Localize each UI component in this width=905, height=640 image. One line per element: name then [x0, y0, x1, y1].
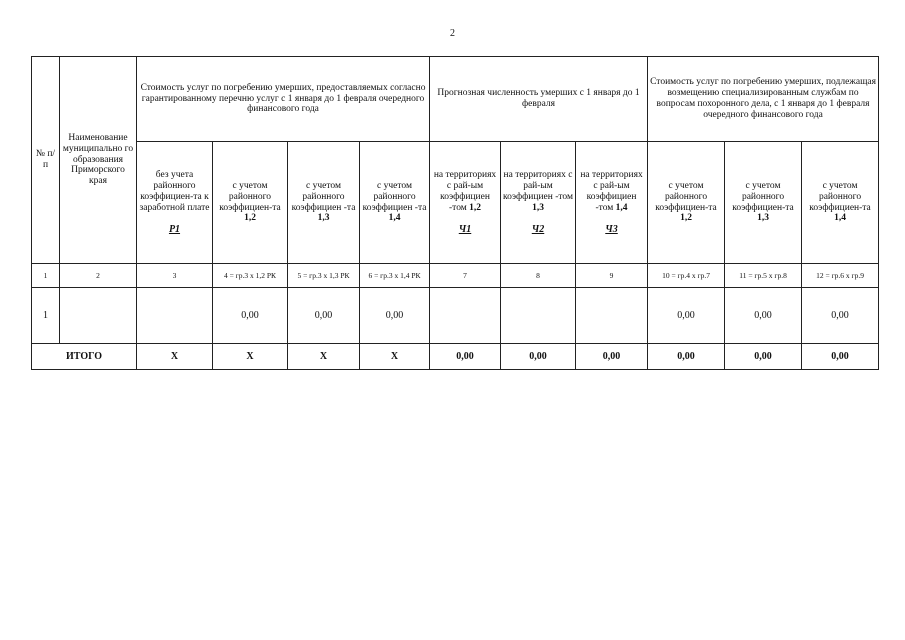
data-cell: [501, 288, 576, 344]
subheader-text: с учетом районного коэффициен-та: [219, 180, 281, 213]
data-cell: 0,00: [360, 288, 430, 344]
subheader-text: с учетом районного коэффициен-та: [732, 180, 794, 213]
subheader-text: с учетом районного коэффициен-та: [655, 180, 717, 213]
total-row: [32, 344, 879, 370]
subheader-text: на территориях с рай-ым коэффициен -том: [580, 169, 643, 213]
subheader-text: на территориях с рай-ым коэффициен -том: [433, 169, 497, 213]
subheader-cell: [430, 142, 501, 264]
data-cell: 0,00: [725, 288, 802, 344]
total-cell: 0,00: [576, 344, 648, 370]
column-number: 6 = гр.3 х 1,4 РК: [360, 264, 430, 288]
total-cell: 0,00: [802, 344, 879, 370]
subheader-text: без учета районного коэффициен-та к заработной плате: [139, 169, 210, 213]
column-number: 11 = гр.5 х гр.8: [725, 264, 802, 288]
subheader-cell: [360, 142, 430, 264]
header-municipality: Наименование муниципально го образования Приморского края: [60, 57, 137, 264]
subheader-code: Р1: [168, 223, 181, 235]
subheader-coef: 1,4: [388, 213, 401, 224]
subheader-coef: 1,3: [532, 202, 544, 213]
subheader-coef: 1,3: [317, 213, 330, 224]
data-cell: 0,00: [648, 288, 725, 344]
subheader-code: Ч2: [531, 223, 545, 235]
subheader-cell: [576, 142, 648, 264]
column-number: 9: [576, 264, 648, 288]
total-cell: 0,00: [648, 344, 725, 370]
column-number: 5 = гр.3 х 1,3 РК: [288, 264, 360, 288]
total-cell: 0,00: [725, 344, 802, 370]
cost-table: [31, 56, 879, 370]
data-cell: 0,00: [213, 288, 288, 344]
data-cell: 0,00: [802, 288, 879, 344]
subheader-text: на территориях с рай-ым коэффициен -том: [503, 169, 573, 202]
data-cell: [576, 288, 648, 344]
header-row-2: [32, 142, 879, 264]
column-number: 3: [137, 264, 213, 288]
column-number: 1: [32, 264, 60, 288]
column-number-row: [32, 264, 879, 288]
data-cell: [430, 288, 501, 344]
subheader-cell: [802, 142, 879, 264]
subheader-cell: [137, 142, 213, 264]
total-cell: Х: [137, 344, 213, 370]
subheader-coef: 1,2: [680, 213, 692, 224]
total-label: ИТОГО: [32, 344, 137, 370]
header-group-deaths: Прогнозная численность умерших с 1 января до 1 февраля: [430, 57, 648, 142]
header-group-cost: Стоимость услуг по погребению умерших, предоставляемых согласно гарантированному перечню услуг с 1 января до 1 февраля очередного финансового года: [137, 57, 430, 142]
column-number: 12 = гр.6 х гр.9: [802, 264, 879, 288]
subheader-cell: [725, 142, 802, 264]
total-cell: Х: [360, 344, 430, 370]
subheader-coef: 1,4: [615, 202, 628, 213]
subheader-coef: 1,2: [469, 202, 482, 213]
column-number: 7: [430, 264, 501, 288]
subheader-cell: [501, 142, 576, 264]
subheader-cell: [213, 142, 288, 264]
subheader-text: с учетом районного коэффициен -та: [362, 180, 427, 213]
total-cell: 0,00: [501, 344, 576, 370]
subheader-coef: 1,4: [834, 213, 846, 224]
subheader-cell: [648, 142, 725, 264]
column-number: 4 = гр.3 х 1,2 РК: [213, 264, 288, 288]
header-row-1: [32, 57, 879, 142]
total-cell: Х: [288, 344, 360, 370]
total-cell: 0,00: [430, 344, 501, 370]
data-cell: 1: [32, 288, 60, 344]
data-cell: 0,00: [288, 288, 360, 344]
column-number: 10 = гр.4 х гр.7: [648, 264, 725, 288]
column-number: 2: [60, 264, 137, 288]
header-no: № п/п: [32, 57, 60, 264]
subheader-cell: [288, 142, 360, 264]
total-cell: Х: [213, 344, 288, 370]
subheader-text: с учетом районного коэффициен-та: [809, 180, 871, 213]
data-cell: [60, 288, 137, 344]
page-number: 2: [450, 28, 455, 39]
data-cell: [137, 288, 213, 344]
subheader-code: Ч1: [458, 223, 472, 235]
subheader-coef: 1,2: [244, 213, 256, 224]
subheader-code: Ч3: [605, 223, 618, 235]
subheader-text: с учетом районного коэффициен -та: [291, 180, 356, 213]
column-number: 8: [501, 264, 576, 288]
table-row: [32, 288, 879, 344]
subheader-coef: 1,3: [757, 213, 769, 224]
header-group-reimbursement: Стоимость услуг по погребению умерших, подлежащая возмещению специализированным службам по вопросам похоронного дела, с 1 января до 1 февраля очередного финансового года: [648, 57, 879, 142]
